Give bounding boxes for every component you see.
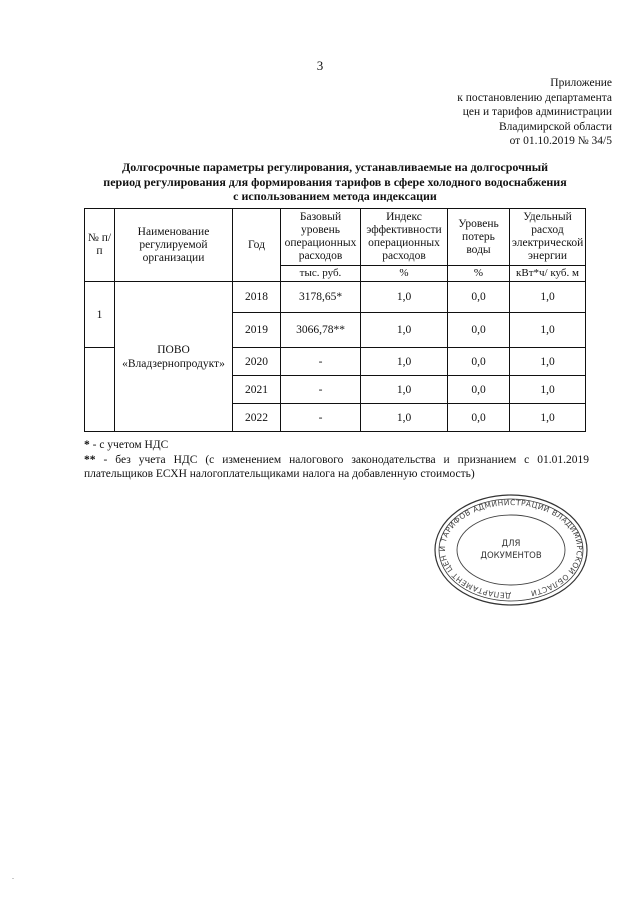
cell-energy: 1,0 — [510, 282, 586, 313]
cell-year: 2022 — [233, 404, 281, 432]
cell-index: 1,0 — [361, 282, 448, 313]
cell-year: 2019 — [233, 313, 281, 348]
title-line: Долгосрочные параметры регулирования, устанавливаемые на долгосрочный — [121, 160, 549, 174]
cell-energy: 1,0 — [510, 404, 586, 432]
title-line: с использованием метода индексации — [233, 189, 437, 203]
header-num: № п/п — [85, 209, 115, 282]
cell-loss: 0,0 — [448, 313, 510, 348]
cell-base: 3066,78** — [281, 313, 361, 348]
cell-energy: 1,0 — [510, 313, 586, 348]
cell-base: - — [281, 348, 361, 376]
cell-loss: 0,0 — [448, 404, 510, 432]
appendix-line: цен и тарифов администрации — [462, 106, 612, 118]
unit-energy: кВт*ч/ куб. м — [510, 266, 586, 282]
stamp-ring-text: ДЕПАРТАМЕНТ ЦЕН И ТАРИФОВ АДМИНИСТРАЦИИ ВЛАДИМИРСКОЙ ОБЛАСТИ — [438, 497, 585, 601]
unit-index: % — [361, 266, 448, 282]
header-energy: Удельный расход электрической энергии — [510, 209, 586, 266]
cell-energy: 1,0 — [510, 376, 586, 404]
footnote-1-text: - с учетом НДС — [89, 439, 169, 451]
official-stamp-icon — [432, 492, 590, 608]
cell-loss: 0,0 — [448, 376, 510, 404]
cell-energy: 1,0 — [510, 348, 586, 376]
cell-year: 2021 — [233, 376, 281, 404]
footnotes — [84, 438, 589, 482]
appendix-line: Приложение — [550, 77, 612, 89]
row-number-empty — [85, 348, 115, 432]
page-number: 3 — [316, 58, 324, 73]
cell-index: 1,0 — [361, 313, 448, 348]
unit-base: тыс. руб. — [281, 266, 361, 282]
organization-name — [115, 282, 233, 432]
table-header-row — [85, 209, 586, 266]
stamp-center-line-2: ДОКУМЕНТОВ — [480, 551, 542, 561]
cell-index: 1,0 — [361, 404, 448, 432]
appendix-line: к постановлению департамента — [457, 91, 612, 104]
appendix-block — [380, 76, 612, 149]
document-title — [70, 160, 600, 204]
appendix-line: от 01.10.2019 № 34/5 — [509, 135, 612, 147]
table-row — [85, 282, 586, 313]
regulation-parameters-table — [84, 208, 586, 432]
cell-index: 1,0 — [361, 348, 448, 376]
cell-index: 1,0 — [361, 376, 448, 404]
cell-year: 2018 — [233, 282, 281, 313]
footnote-1 — [84, 438, 589, 453]
organization-name-text: ПОВО «Владзернопродукт» — [122, 343, 225, 370]
footnote-1-mark: * — [84, 439, 90, 451]
cell-base: 3178,65* — [281, 282, 361, 313]
cell-base: - — [281, 404, 361, 432]
footnote-2-text: - без учета НДС (с изменением налогового законодательства и признанием с 01.01.2019 плательщиков ЕСХН налогоплательщиками налога на добавленную стоимость) — [84, 453, 589, 480]
header-efficiency-index: Индекс эффективности операционных расходов — [361, 209, 448, 266]
footnote-2 — [84, 453, 589, 482]
header-base-cost: Базовый уровень операционных расходов — [281, 209, 361, 266]
stamp-center-line-1: ДЛЯ — [501, 539, 521, 549]
footnote-2-mark: ** — [84, 453, 96, 466]
appendix-line: Владимирской области — [498, 120, 612, 133]
unit-loss: % — [448, 266, 510, 282]
row-number: 1 — [85, 282, 115, 348]
header-water-loss: Уровень потерь воды — [448, 209, 510, 266]
scan-mark: . — [12, 872, 14, 881]
cell-base: - — [281, 376, 361, 404]
header-year: Год — [233, 209, 281, 282]
cell-loss: 0,0 — [448, 348, 510, 376]
title-line: период регулирования для формирования тарифов в сфере холодного водоснабжения — [103, 174, 567, 189]
cell-year: 2020 — [233, 348, 281, 376]
cell-loss: 0,0 — [448, 282, 510, 313]
header-org: Наименование регулируемой организации — [115, 209, 233, 282]
